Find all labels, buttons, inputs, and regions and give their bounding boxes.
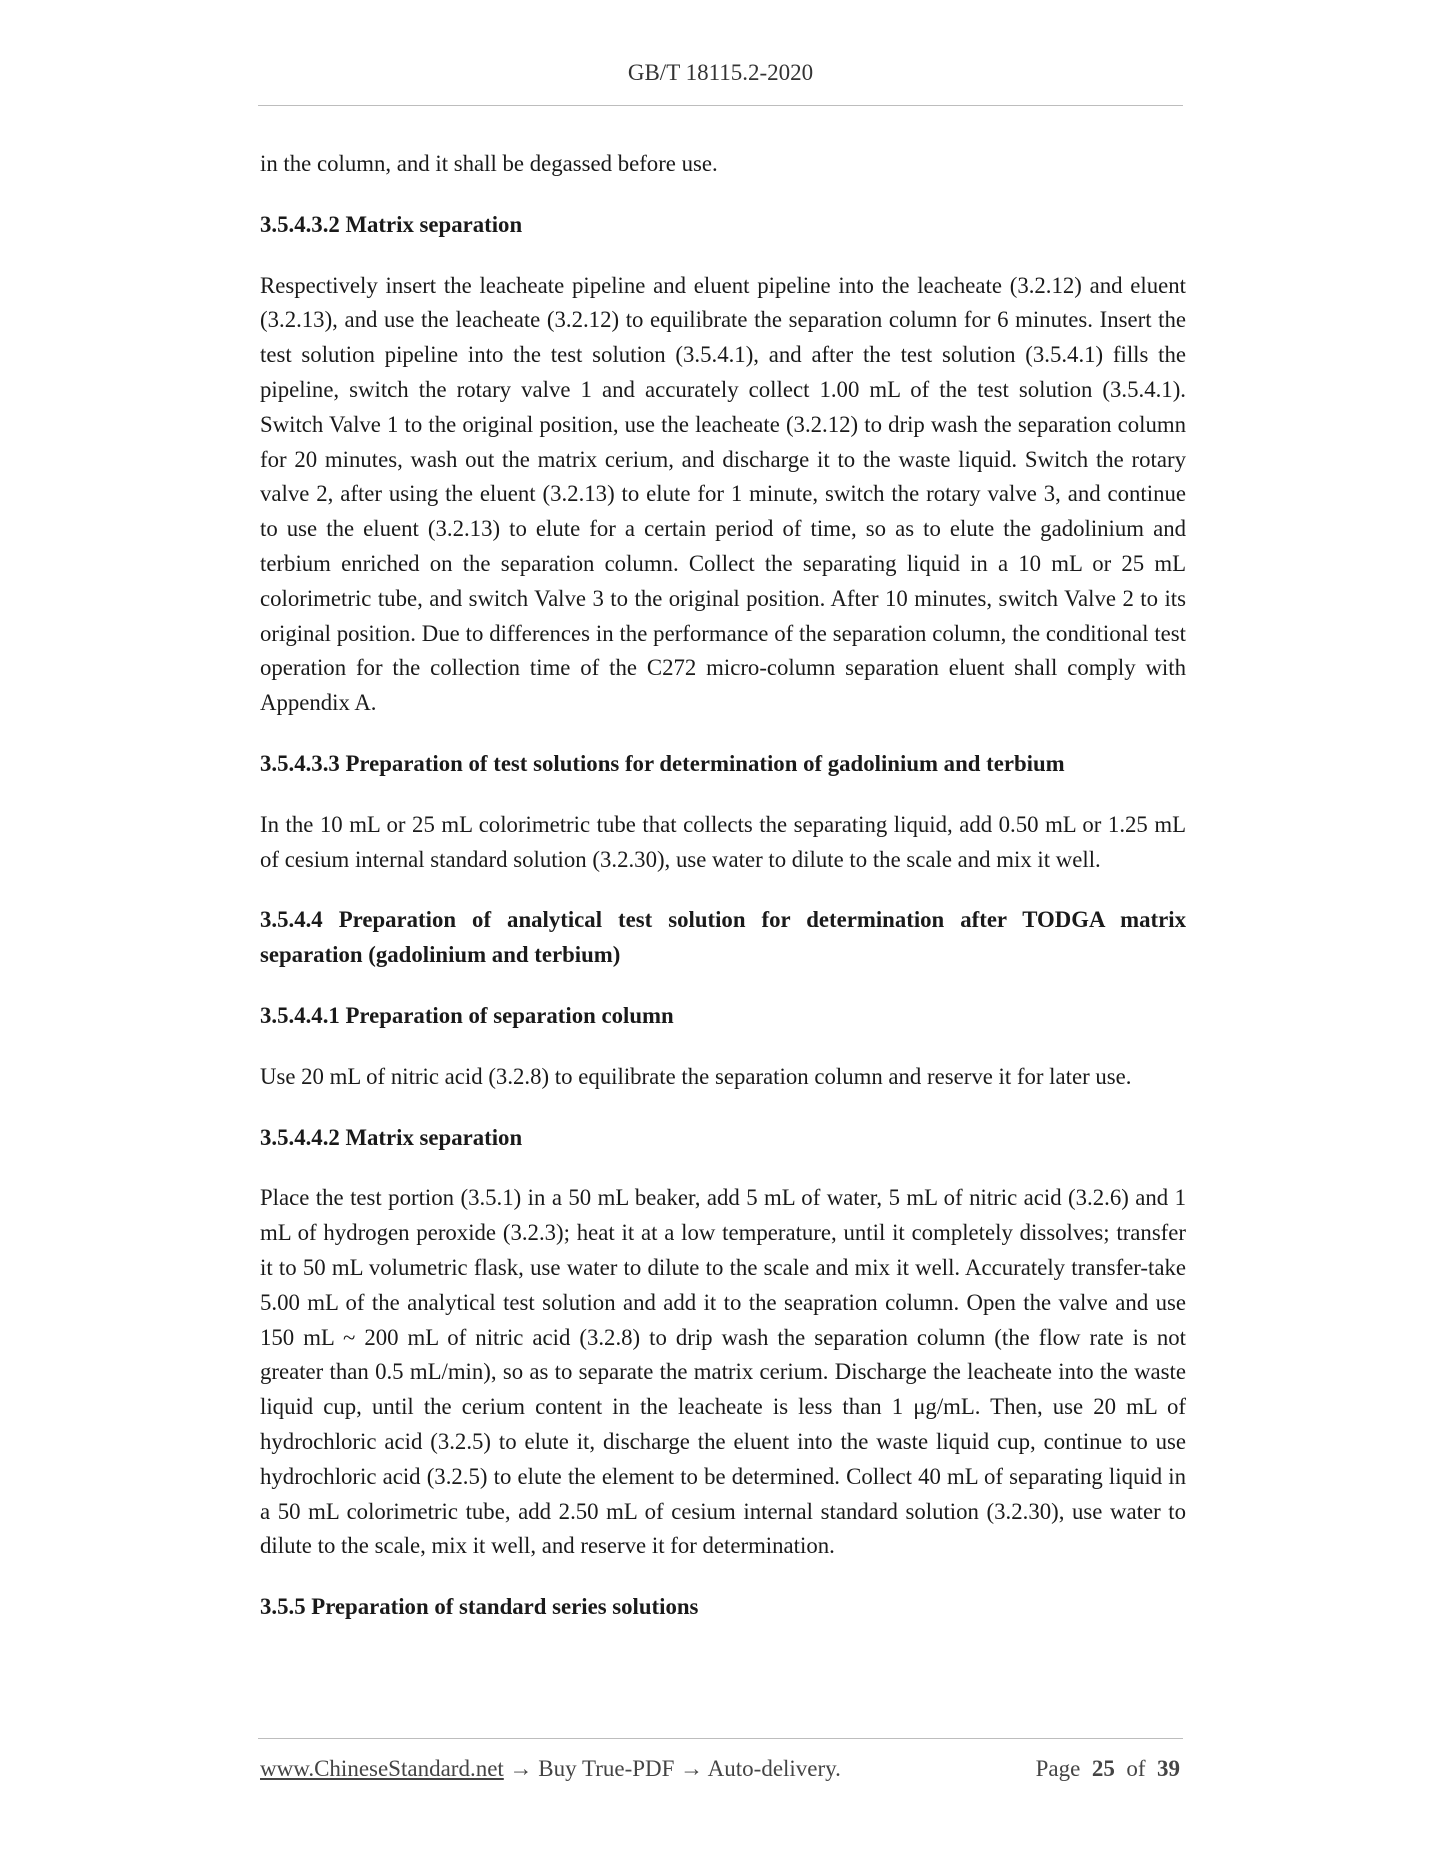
- body-paragraph: in the column, and it shall be degassed before use.: [260, 151, 718, 176]
- page-total: 39: [1157, 1756, 1180, 1781]
- body-paragraph: In the 10 mL or 25 mL colorimetric tube that collects the separating liquid, add 0.50 mL or 1.25 mL of cesium internal standard solution (3.2.30), use water to dilute to the scale and mix it well.: [260, 811, 1186, 872]
- section-heading: 3.5.4.4 Preparation of analytical test solution for determination after TODGA matrix separation (gadolinium and terbium): [260, 907, 1186, 968]
- body-paragraph: Respectively insert the leacheate pipeline and eluent pipeline into the leacheate (3.2.12) and eluent (3.2.13), and use the leacheate (3.2.12) to equilibrate the separation column for 6 minutes. Insert the test solution pipeline into the test solution (3.5.4.1), and after the test solution (3.5.4.1) fills the pipeline, switch the rotary valve 1 and accurately collect 1.00 mL of the test solution (3.5.4.1). Switch Valve 1 to the original position, use the leacheate (3.2.12) to drip wash the separation column for 20 minutes, wash out the matrix cerium, and discharge it to the waste liquid. Switch the rotary valve 2, after using the eluent (3.2.13) to elute for 1 minute, switch the rotary valve 3, and continue to use the eluent (3.2.13) to elute for a certain period of time, so as to elute the gadolinium and terbium enriched on the separation column. Collect the separating liquid in a 10 mL or 25 mL colorimetric tube, and switch Valve 3 to the original position. After 10 minutes, switch Valve 2 to its original position. Due to differences in the performance of the separation column, the conditional test operation for the collection time of the C272 micro-column separation eluent shall comply with Appendix A.: [260, 272, 1186, 716]
- header-divider: [258, 105, 1183, 106]
- footer-tagline: → Buy True-PDF → Auto-delivery.: [503, 1756, 841, 1781]
- page-current: 25: [1091, 1756, 1115, 1781]
- section-heading: 3.5.4.3.2 Matrix separation: [260, 211, 523, 237]
- page-indicator: [1036, 1756, 1180, 1782]
- section-heading: 3.5.4.4.2 Matrix separation: [260, 1124, 523, 1150]
- footer-promo: [260, 1756, 841, 1782]
- page-of: of: [1126, 1756, 1146, 1781]
- body-paragraph: Place the test portion (3.5.1) in a 50 mL beaker, add 5 mL of water, 5 mL of nitric acid (3.2.6) and 1 mL of hydrogen peroxide (3.2.3); heat it at a low temperature, until it completely dissolves; transfer it to 50 mL volumetric flask, use water to dilute to the scale and mix it well. Accurately transfer-take 5.00 mL of the analytical test solution and add it to the seapration column. Open the valve and use 150 mL ~ 200 mL of nitric acid (3.2.8) to drip wash the separation column (the flow rate is not greater than 0.5 mL/min), so as to separate the matrix cerium. Discharge the leacheate into the waste liquid cup, until the cerium content in the leacheate is less than 1 μg/mL. Then, use 20 mL of hydrochloric acid (3.2.5) to elute it, discharge the eluent into the waste liquid cup, continue to use hydrochloric acid (3.2.5) to elute the element to be determined. Collect 40 mL of separating liquid in a 50 mL colorimetric tube, add 2.50 mL of cesium internal standard solution (3.2.30), use water to dilute to the scale, mix it well, and reserve it for determination.: [260, 1185, 1186, 1559]
- section-heading: 3.5.5 Preparation of standard series solutions: [260, 1594, 699, 1620]
- document-header: GB/T 18115.2-2020: [627, 60, 814, 85]
- document-body: [260, 147, 1186, 1651]
- footer-divider: [258, 1738, 1183, 1739]
- website-link[interactable]: www.ChineseStandard.net: [260, 1756, 504, 1781]
- section-heading: 3.5.4.4.1 Preparation of separation column: [260, 1002, 674, 1028]
- body-paragraph: Use 20 mL of nitric acid (3.2.8) to equilibrate the separation column and reserve it for later use.: [260, 1063, 1132, 1089]
- section-heading: 3.5.4.3.3 Preparation of test solutions for determination of gadolinium and terbium: [260, 750, 1065, 776]
- page-label: Page: [1035, 1756, 1081, 1781]
